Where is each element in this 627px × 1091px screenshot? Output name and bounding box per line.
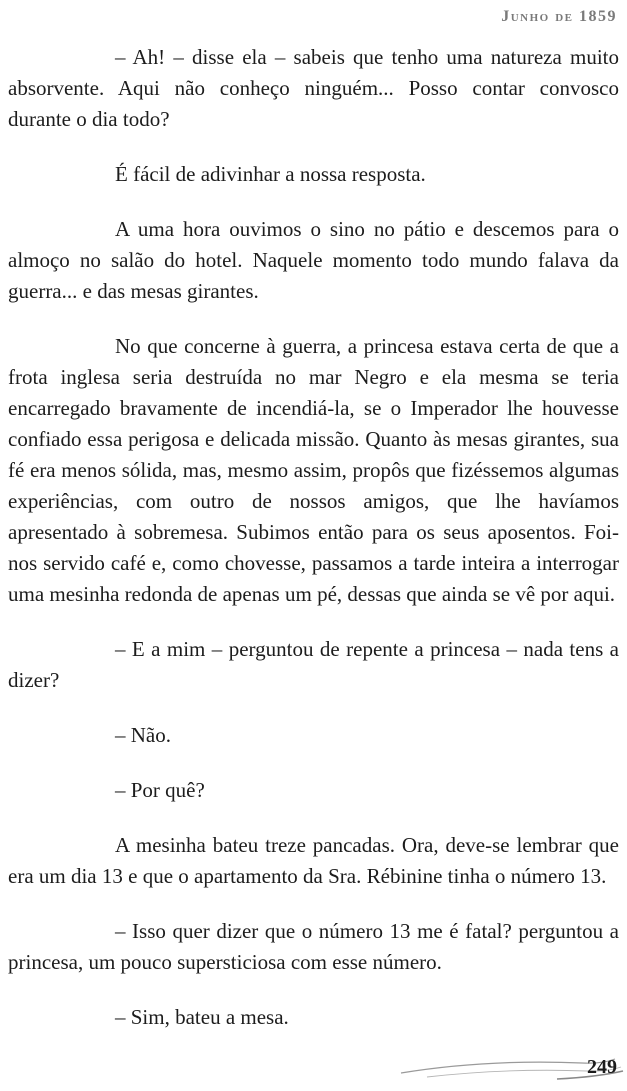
paragraph: – Por quê?: [115, 778, 205, 802]
paragraph: – Não.: [115, 723, 171, 747]
paragraph: É fácil de adivinhar a nossa resposta.: [115, 162, 426, 186]
page-number: 249: [587, 1056, 617, 1078]
paragraph: – E a mim – perguntou de repente a princesa – nada tens a dizer?: [8, 637, 619, 692]
paragraph: A mesinha bateu treze pancadas. Ora, deve-se lembrar que era um dia 13 e que o apartamento da Sra. Rébinine tinha o número 13.: [8, 833, 619, 888]
paragraph: – Isso quer dizer que o número 13 me é fatal? perguntou a princesa, um pouco supersticiosa com esse número.: [8, 919, 619, 974]
paragraph: – Sim, bateu a mesa.: [115, 1005, 289, 1029]
paragraph: A uma hora ouvimos o sino no pátio e descemos para o almoço no salão do hotel. Naquele momento todo mundo falava da guerra... e das mesas girantes.: [8, 217, 619, 303]
body-text: [8, 42, 619, 1057]
paragraph: – Ah! – disse ela – sabeis que tenho uma natureza muito absorvente. Aqui não conheço ninguém... Posso contar convosco durante o dia todo?: [8, 45, 619, 131]
running-header: Junho de 1859: [501, 8, 617, 25]
paragraph: No que concerne à guerra, a princesa estava certa de que a frota inglesa seria destruída no mar Negro e ela mesma se teria encarregado bravamente de incendiá-la, se o Imperador lhe houvesse confiado essa perigosa e delicada missão. Quanto às mesas girantes, sua fé era menos sólida, mas, mesmo assim, propôs que fizéssemos algumas experiências, com outro de nossos amigos, que lhe havíamos apresentado à sobremesa. Subimos então para os seus aposentos. Foi-nos servido café e, como chovesse, passamos a tarde inteira a interrogar uma mesinha redonda de apenas um pé, dessas que ainda se vê por aqui.: [8, 334, 619, 606]
